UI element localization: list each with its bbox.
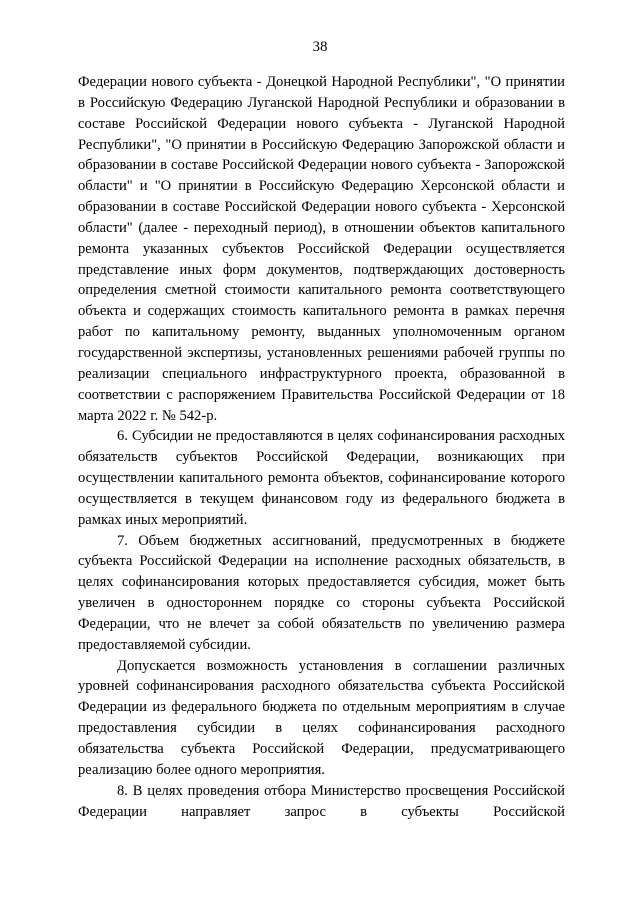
paragraph-cofinancing-levels: Допускается возможность установления в соглашении различных уровней софинансирования расходного обязательства субъекта Российской Федерации из федерального бюджета по отдельным мероприятиям в случае предоставления субсидии в целях софинансирования расходного обязательства субъекта Российской Федерации, предусматривающего реализацию более одного мероприятия. [78, 657, 565, 778]
paragraph-item-8: 8. В целях проведения отбора Министерство просвещения Российской Федерации направляет запрос в субъекты Российской [78, 782, 565, 820]
paragraph-item-6: 6. Субсидии не предоставляются в целях софинансирования расходных обязательств субъектов Российской Федерации, возникающих при осуществлении капитального ремонта объектов, софинансирование которого осуществляется в текущем финансовом году из федерального бюджета в рамках иных мероприятий. [78, 428, 565, 528]
page-number: 38 [312, 39, 328, 55]
paragraph-continuation: Федерации нового субъекта - Донецкой Народной Республики", "О принятии в Российскую Федерацию Луганской Народной Республики и образовании в составе Российской Федерации нового субъекта - Луганской Народной Республики", "О принятии в Российскую Федерацию Запорожской области и образовании в составе Российской Федерации нового субъекта - Запорожской области" и "О принятии в Российскую Федерацию Херсонской области и образовании в составе Российской Федерации нового субъекта - Херсонской области" (далее - переходный период), в отношении объектов капитального ремонта указанных субъектов Российской Федерации осуществляется представление иных форм документов, подтверждающих достоверность определения сметной стоимости капитального ремонта соответствующего объекта и содержащих стоимость капитального ремонта в рамках перечня работ по капитальному ремонту, выданных уполномоченным органом государственной экспертизы, установленных решениями рабочей группы по реализации специального инфраструктурного проекта, образованной в соответствии с распоряжением Правительства Российской Федерации от 18 марта 2022 г. № 542-р. [78, 74, 565, 424]
paragraph-item-7: 7. Объем бюджетных ассигнований, предусмотренных в бюджете субъекта Российской Федерации на исполнение расходных обязательств, в целях софинансирования которых предоставляется субсидия, может быть увеличен в одностороннем порядке со стороны субъекта Российской Федерации, что не влечет за собой обязательств по увеличению размера предоставляемой субсидии. [78, 532, 565, 653]
document-body [78, 72, 565, 822]
